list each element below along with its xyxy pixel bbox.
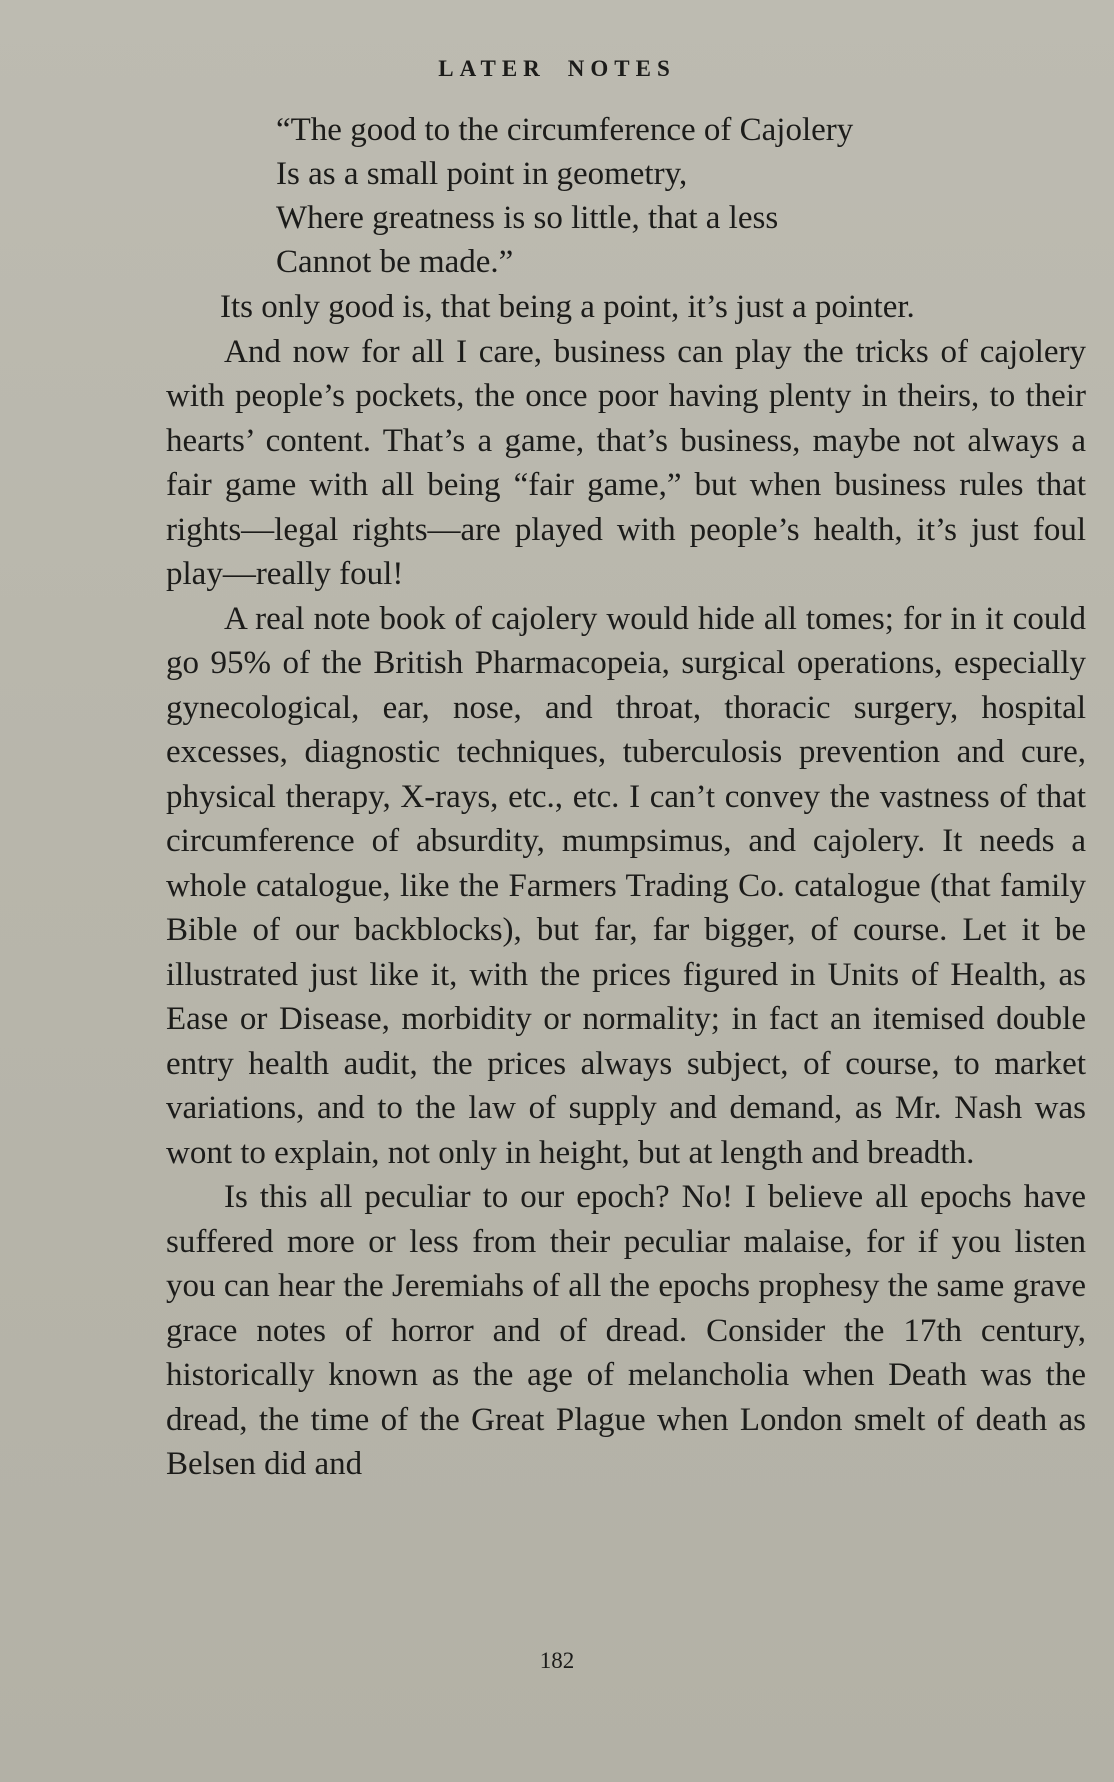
body-text [166, 285, 1086, 1487]
verse-line: “The good to the circumference of Cajolery [276, 112, 854, 148]
running-head-word-1: LATER [438, 56, 546, 81]
verse-line: Is as a small point in geometry, [276, 156, 688, 192]
running-head [0, 56, 1114, 82]
paragraph-3: A real note book of cajolery would hide all tomes; for in it could go 95% of the British Pharmacopeia, surgical operations, especially gynecological, ear, nose, and throat, thoracic surgery, hospital excesses, diagnostic techniques, tuberculosis prevention and cure, physical therapy, X-rays, etc., etc. I can’t convey the vastness of that circumference of absurdity, mumpsimus, and cajolery. It needs a whole catalogue, like the Farmers Trading Co. catalogue (that family Bible of our backblocks), but far, far bigger, of course. Let it be illustrated just like it, with the prices figured in Units of Health, as Ease or Disease, morbidity or normality; in fact an itemised double entry health audit, the prices always subject, of course, to market variations, and to the law of supply and demand, as Mr. Nash was wont to explain, not only in height, but at length and breadth. [166, 600, 1086, 1171]
running-head-word-2: NOTES [567, 56, 676, 81]
paragraph-4: Is this all peculiar to our epoch? No! I believe all epochs have suffered more or less from their peculiar malaise, for if you listen you can hear the Jeremiahs of all the epochs prophesy the same grave grace notes of horror and of dread. Consider the 17th century, historically known as the age of melancholia when Death was the dread, the time of the Great Plague when London smelt of death as Belsen did and [166, 1179, 1086, 1482]
verse-quote [276, 108, 853, 284]
paragraph-1: Its only good is, that being a point, it’s just a pointer. [220, 289, 915, 325]
page-number: 182 [539, 1648, 575, 1673]
verse-line: Where greatness is so little, that a less [276, 200, 779, 236]
verse-line: Cannot be made.” [276, 244, 514, 280]
paragraph-2: And now for all I care, business can play the tricks of cajolery with people’s pockets, the once poor having plenty in theirs, to their hearts’ content. That’s a game, that’s business, maybe not always a fair game with all being “fair game,” but when business rules that rights—legal rights—are played with people’s health, it’s just foul play—really foul! [166, 333, 1086, 592]
